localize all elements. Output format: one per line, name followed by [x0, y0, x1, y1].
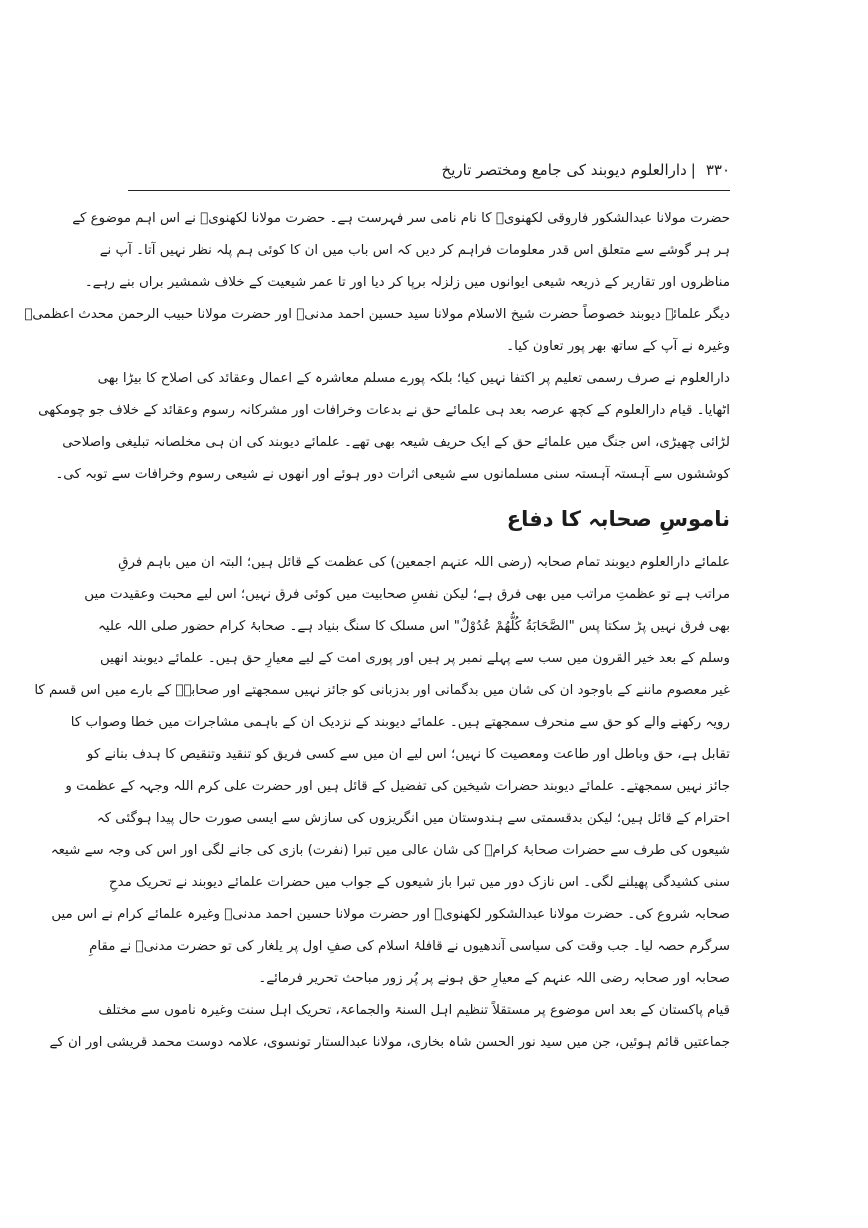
book-title: دارالعلوم دیوبند کی جامع ومختصر تاریخ: [441, 161, 687, 179]
text-line: قیام پاکستان کے بعد اس موضوع پر مستقلاً تنظیم اہل السنۃ والجماعۃ، تحریک اہل سنت وغیرہ ناموں سے مختلف: [98, 1003, 730, 1018]
header-separator: |: [690, 161, 696, 179]
text-line: تقابل ہے، حق وباطل اور طاعت ومعصیت کا نہیں؛ اس لیے ان میں سے کسی فریق کو تنقید وتنقیص کا ہدف بنانے کو: [86, 747, 730, 762]
text-line: رویہ رکھنے والے کو حق سے منحرف سمجھتے ہیں۔ علمائے دیوبند کے نزدیک ان کے باہمی مشاجرات میں خطا وصواب کا: [70, 715, 730, 730]
section-heading: ناموسِ صحابہ کا دفاع: [506, 507, 730, 531]
text-line: صحابہ اور صحابہ رضی اللہ عنہم کے معیارِ حق ہونے پر پُر زور مباحث تحریر فرمائے۔: [258, 971, 730, 986]
text-line: دارالعلوم نے صرف رسمی تعلیم پر اکتفا نہیں کیا؛ بلکہ پورے مسلم معاشرہ کے اعمال وعقائد کی اصلاح کا بیڑا بھی: [97, 371, 730, 386]
text-line: وغیرہ نے آپ کے ساتھ بھر پور تعاون کیا۔: [506, 339, 730, 354]
text-line: سرگرم حصہ لیا۔ جب وقت کی سیاسی آندھیوں نے قافلۂ اسلام کی صفِ اول پر یلغار کی تو حضرت مدنیؒ نے مقامِ: [89, 939, 730, 954]
paragraph-3: [34, 547, 730, 995]
text-line: شیعوں کی طرف سے حضرات صحابۂ کرامؓ کی شان عالی میں تبرا (نفرت) بازی کی جانے لگی اور اس کی وجہ سے شیعہ: [50, 843, 730, 858]
paragraph-4: [49, 995, 730, 1059]
paragraph-1: [24, 203, 730, 363]
text-line: دیگر علمائے دیوبند خصوصاً حضرت شیخ الاسلام مولانا سید حسین احمد مدنیؒ اور حضرت مولانا حبیب الرحمن محدث اعظمیؒ: [24, 307, 730, 322]
page-number: ۳۳۰: [705, 161, 730, 179]
paragraph-2: [38, 363, 730, 491]
text-line: علمائے دارالعلوم دیوبند تمام صحابہ (رضی اللہ عنہم اجمعین) کی عظمت کے قائل ہیں؛ البتہ ان میں باہم فرقِ: [118, 555, 730, 570]
text-line: مراتب ہے تو عظمتِ مراتب میں بھی فرق ہے؛ لیکن نفسِ صحابیت میں کوئی فرق نہیں؛ اس لیے محبت وعقیدت میں: [84, 587, 730, 602]
text-line: کوششوں سے آہستہ آہستہ سنی مسلمانوں سے شیعی اثرات دور ہوئے اور انھوں نے شیعی رسوم وخرافات سے توبہ کی۔: [55, 467, 730, 482]
text-line: حضرت مولانا عبدالشکور فاروقی لکھنویؒ کا نام نامی سر فہرست ہے۔ حضرت مولانا لکھنویؒ نے اس اہم موضوع کے: [72, 211, 730, 226]
text-line: ہر ہر گوشے سے متعلق اس قدر معلومات فراہم کر دیں کہ اس باب میں ان کا کوئی ہم پلہ نظر نہیں آتا۔ آپ نے: [99, 243, 730, 258]
text-line: اٹھایا۔ قیام دارالعلوم کے کچھ عرصہ بعد ہی علمائے حق نے بدعات وخرافات اور مشرکانہ رسوم وعقائد کے خلاف جو چومکھی: [38, 403, 730, 418]
text-line: وسلم کے بعد خیر القرون میں سب سے پہلے نمبر پر ہیں اور پوری امت کے لیے معیارِ حق ہیں۔ علمائے دیوبند انھیں: [99, 651, 730, 666]
page-body: [24, 203, 730, 1059]
running-header: [128, 155, 730, 185]
text-line: احترام کے قائل ہیں؛ لیکن بدقسمتی سے ہندوستان میں انگریزوں کی سازش سے ایسی صورت حال پیدا ہوگئی کہ: [96, 811, 730, 826]
text-line: صحابہ شروع کی۔ حضرت مولانا عبدالشکور لکھنویؒ اور حضرت مولانا حسین احمد مدنیؒ وغیرہ علمائے کرام نے اس میں: [51, 907, 730, 922]
header-rule: [128, 190, 730, 191]
text-line: بھی فرق نہیں پڑ سکتا پس "الصَّحَابَةُ كُلُّهُمْ عُدُوْلٌ" اس مسلک کا سنگ بنیاد ہے۔ صحابۂ کرام حضور صلی اللہ علیہ: [97, 619, 730, 634]
text-line: جائز نہیں سمجھتے۔ علمائے دیوبند حضرات شیخین کی تفضیل کے قائل ہیں اور حضرت علی کرم اللہ وجہہ کے عظمت و: [65, 779, 730, 794]
text-line: جماعتیں قائم ہوئیں، جن میں سید نور الحسن شاہ بخاری، مولانا عبدالستار تونسوی، علامہ دوست محمد قریشی اور ان کے: [49, 1035, 730, 1050]
text-line: لڑائی چھیڑی، اس جنگ میں علمائے حق کے ایک حریف شیعہ بھی تھے۔ علمائے دیوبند کی ان ہی مخلصانہ تبلیغی واصلاحی: [62, 435, 730, 450]
text-line: غیر معصوم ماننے کے باوجود ان کی شان میں بدگمانی اور بدزبانی کو جائز نہیں سمجھتے اور صحابہؓ کے بارے میں اس قسم کا: [34, 683, 730, 698]
text-line: سنی کشیدگی پھیلنے لگی۔ اس نازک دور میں تبرا باز شیعوں کے جواب میں حضرات علمائے دیوبند نے تحریک مدحِ: [108, 875, 730, 890]
text-line: مناظروں اور تقاریر کے ذریعہ شیعی ایوانوں میں زلزلہ برپا کر دیا اور تا عمر شیعیت کے خلاف شمشیر براں بنے رہے۔: [84, 275, 730, 290]
